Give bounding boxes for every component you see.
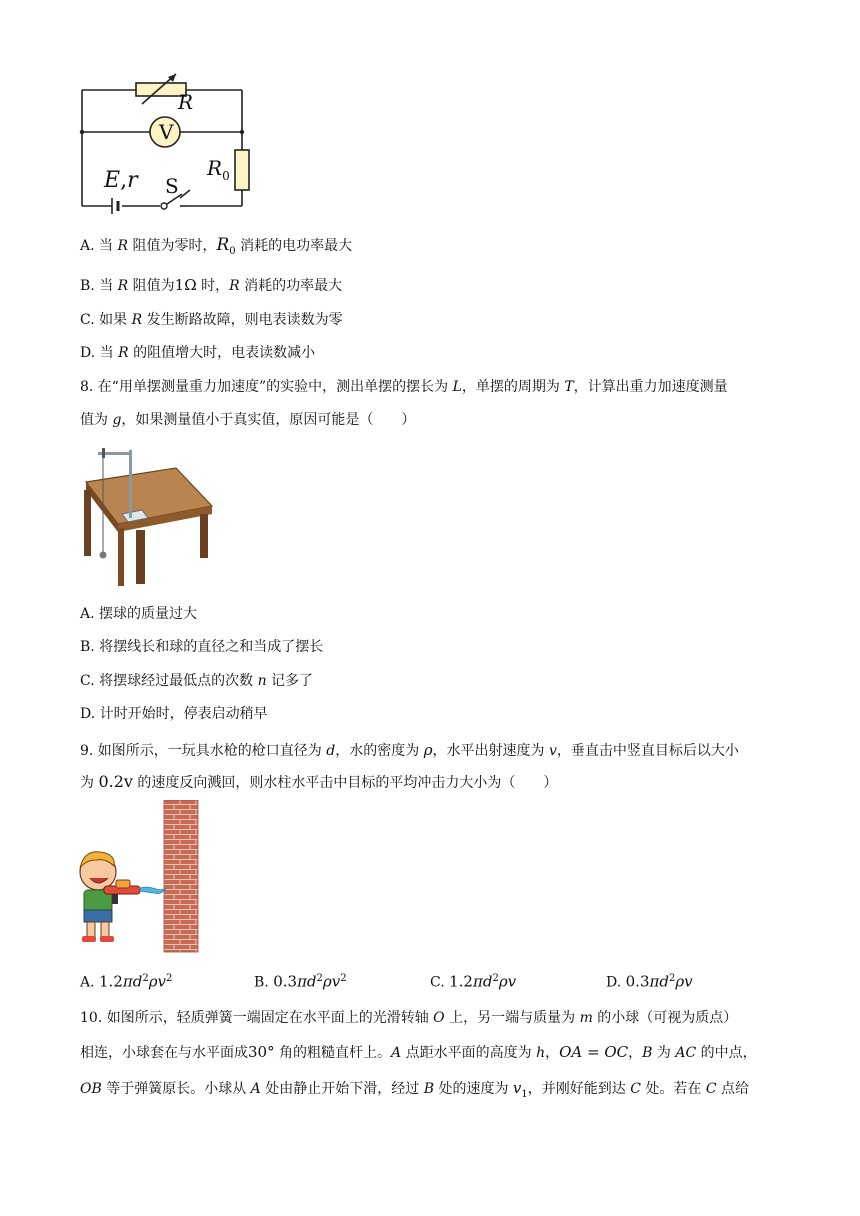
q7-option-b: B. 当 R 阻值为1Ω 时，R 消耗的功率最大 [80, 276, 343, 294]
water-gun-figure [76, 800, 202, 954]
label-R0: $R_0$ [207, 156, 230, 183]
q8-stem-line2: 值为 g，如果测量值小于真实值，原因可能是（ ） [80, 412, 416, 428]
q9-option-d: D. $0.3\pi d^2\rho v$ [606, 972, 693, 991]
q8-option-d: D. 计时开始时，停表启动稍早 [80, 706, 268, 722]
q8-option-a: A. 摆球的质量过大 [80, 606, 198, 622]
label-R: R [178, 90, 194, 114]
q7-option-c: C. 如果 R 发生断路故障，则电表读数为零 [80, 312, 343, 328]
label-V: V [159, 120, 174, 144]
q8-stem-line1: 8. 在“用单摆测量重力加速度”的实验中，测出单摆的摆长为 L，单摆的周期为 T，计算出重力加速度测量 [80, 379, 728, 395]
q8-option-b: B. 将摆线长和球的直径之和当成了摆长 [80, 639, 324, 655]
label-S: S [165, 174, 179, 198]
q9-stem-line2: 为 0.2v 的速度反向溅回，则水柱水平击中目标的平均冲击力大小为（ ） [80, 772, 558, 791]
q8-option-c: C. 将摆球经过最低点的次数 n 记多了 [80, 673, 314, 689]
q10-line2: 相连，小球套在与水平面成30° 角的粗糙直杆上。A 点距水平面的高度为 h，OA = OC，B 为 AC 的中点， [80, 1043, 757, 1061]
q9-option-b: B. $0.3\pi d^2\rho v^2$ [254, 972, 347, 991]
q9-option-a: A. $1.2\pi d^2\rho v^2$ [80, 972, 173, 991]
label-Er: E,r [104, 168, 138, 193]
pendulum-table-figure [78, 444, 216, 586]
q9-stem-line1: 9. 如图所示，一玩具水枪的枪口直径为 d，水的密度为 ρ，水平出射速度为 v，垂直击中竖直目标后以大小 [80, 741, 739, 759]
q10-line3: OB 等于弹簧原长。小球从 A 处由静止开始下滑，经过 B 处的速度为 $v_1$，并刚好能到达 C 处。若在 C 点给 [80, 1079, 750, 1100]
q10-line1: 10. 如图所示，轻质弹簧一端固定在水平面上的光滑转轴 O 上，另一端与质量为 m 的小球（可视为质点） [80, 1010, 738, 1026]
q7-option-d: D. 当 R 的阻值增大时，电表读数减小 [80, 345, 316, 361]
q7-option-a: A. 当 R 阻值为零时，$R_0$ 消耗的电功率最大 [80, 235, 353, 257]
q9-option-c: C. $1.2\pi d^2\rho v$ [430, 972, 517, 991]
